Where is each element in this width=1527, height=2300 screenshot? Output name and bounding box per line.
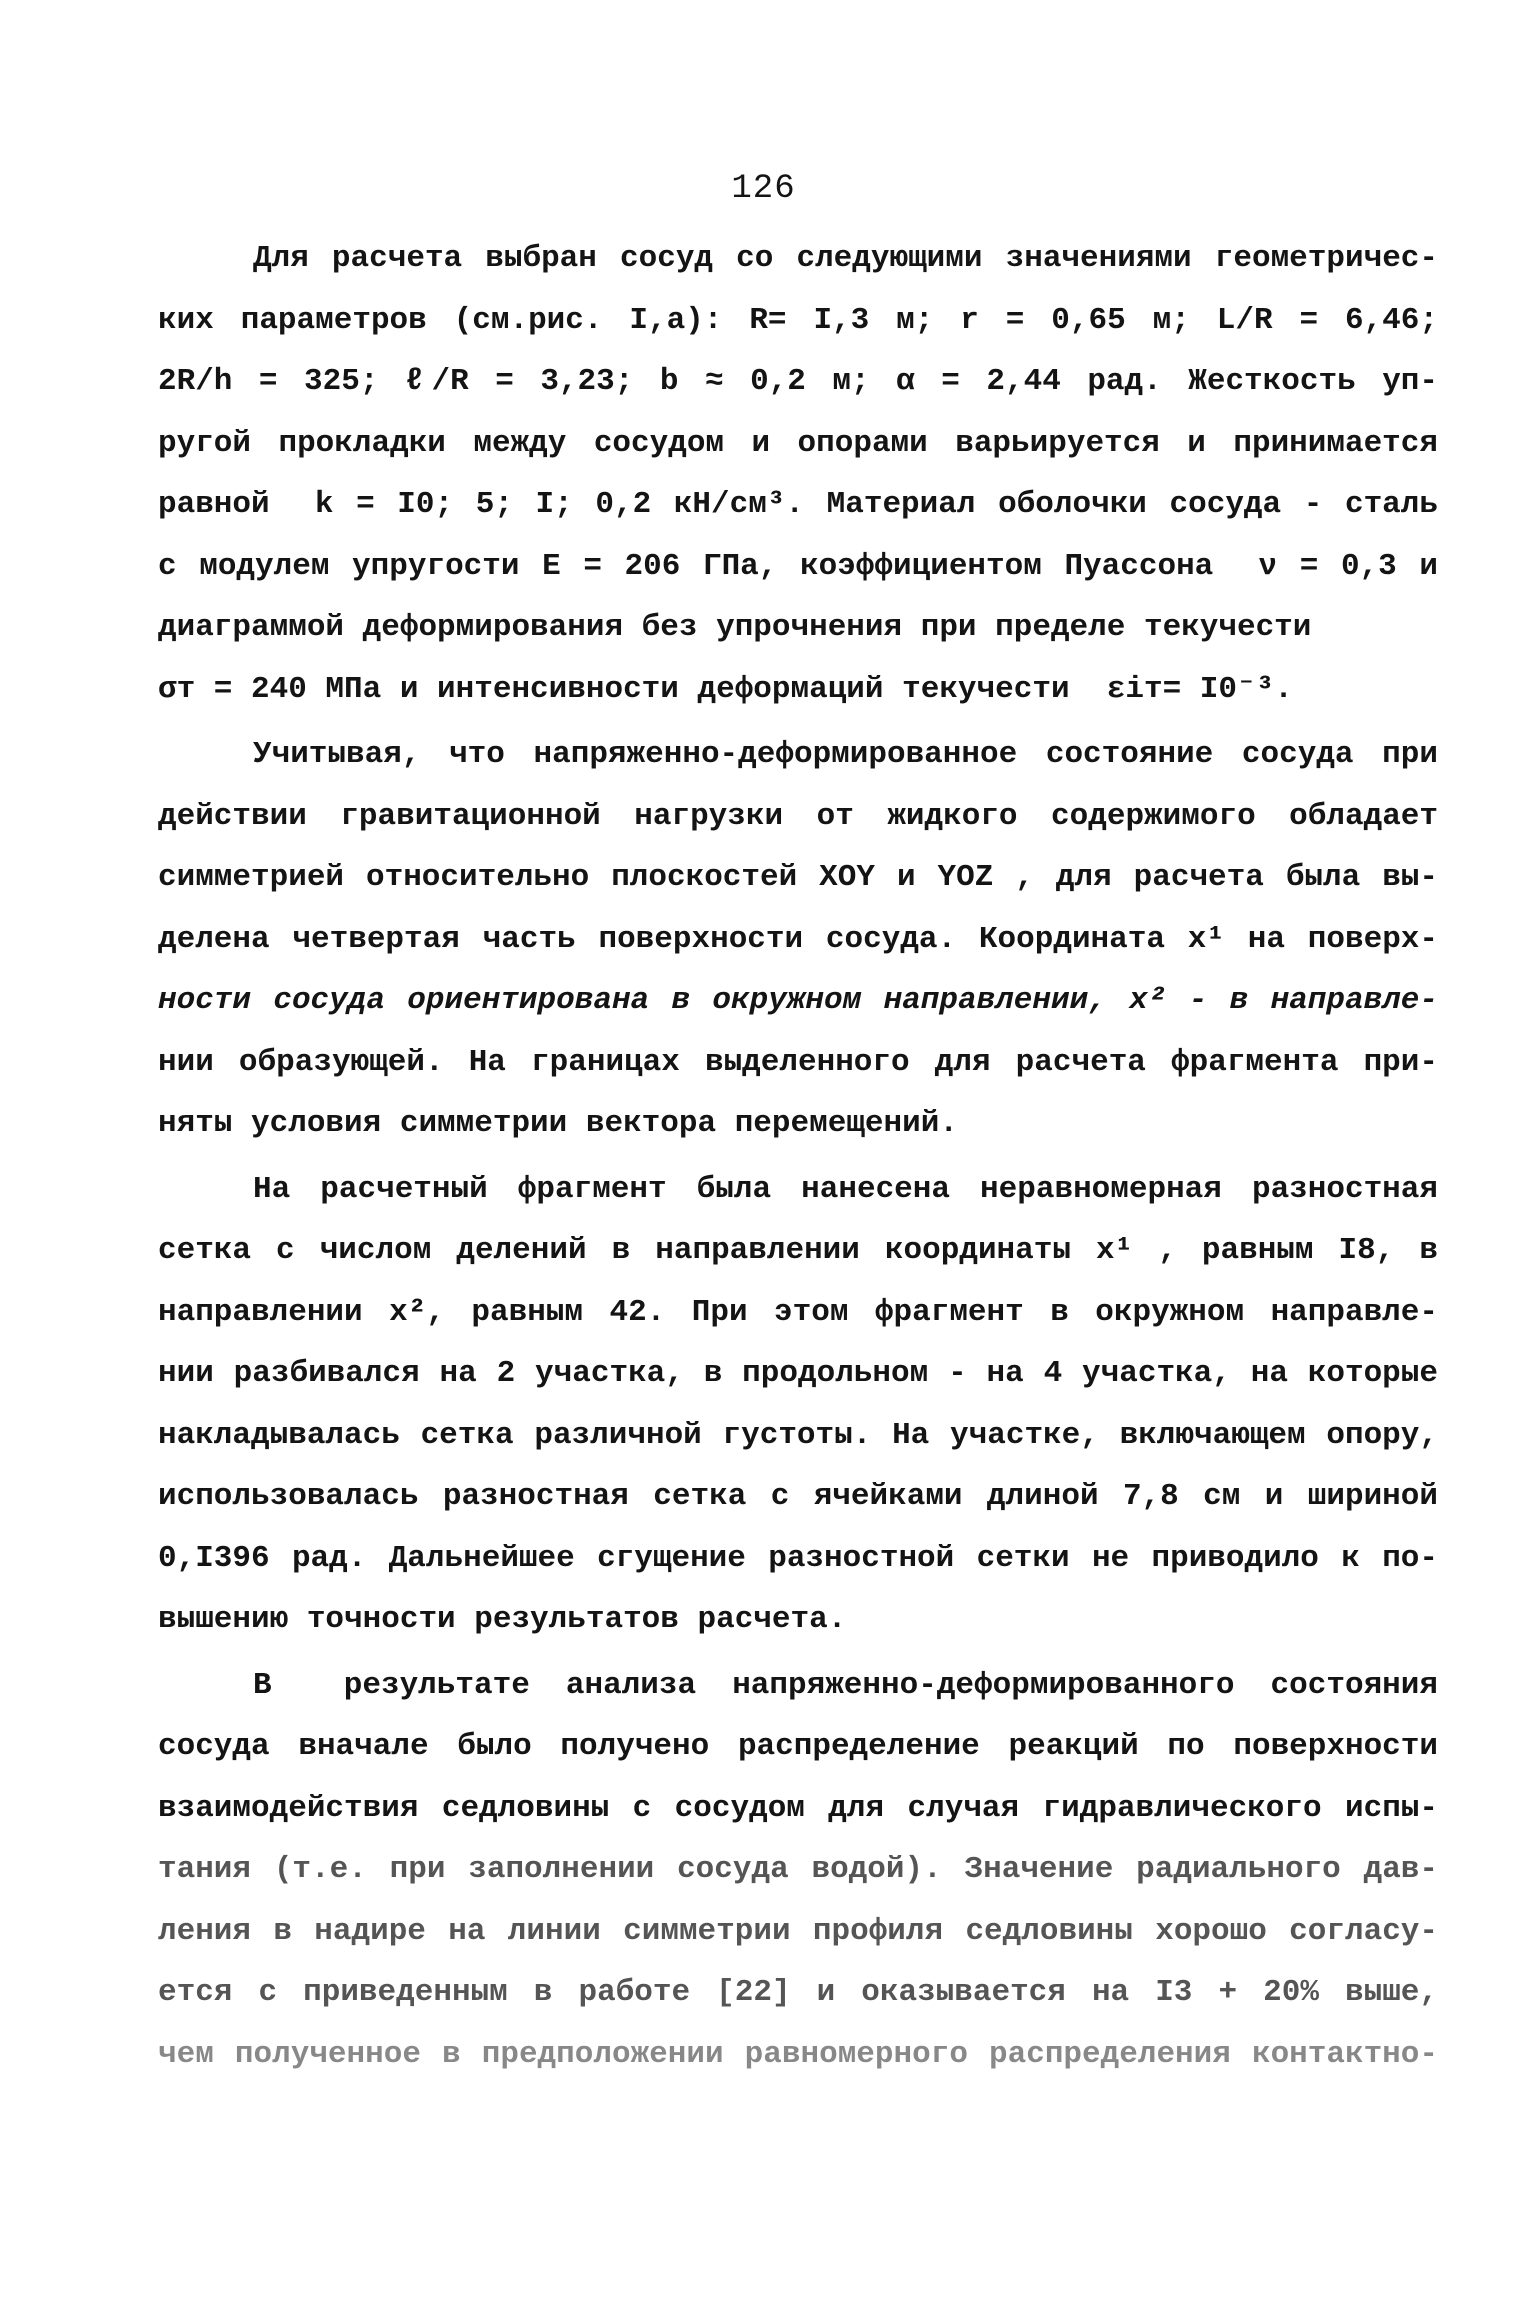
body-text bbox=[158, 228, 1438, 2085]
text-line: няты условия симметрии вектора перемещений. bbox=[158, 1106, 958, 1141]
text-line: Учитывая, что напряженно-деформированное состояние сосуда при bbox=[253, 737, 1438, 772]
text-line: ется с приведенным в работе [22] и оказывается на I3 + 20% выше, bbox=[158, 1975, 1438, 2010]
text-line: равной k = I0; 5; I; 0,2 кН/см³. Материал оболочки сосуда - сталь bbox=[158, 487, 1438, 522]
text-line: На расчетный фрагмент была нанесена неравномерная разностная bbox=[253, 1171, 1438, 1207]
text-line: нии образующей. На границах выделенного для расчета фрагмента при- bbox=[158, 1044, 1438, 1080]
text-line: направлении x², равным 42. При этом фрагмент в окружном направле- bbox=[158, 1294, 1438, 1330]
text-line: взаимодействия седловины с сосудом для случая гидравлического испы- bbox=[158, 1790, 1438, 1826]
text-line: 0,I396 рад. Дальнейшее сгущение разностной сетки не приводило к по- bbox=[158, 1540, 1438, 1576]
text-line: действии гравитационной нагрузки от жидкого содержимого обладает bbox=[158, 798, 1438, 834]
text-line: с модулем упругости E = 206 ГПа, коэффициентом Пуассона ν = 0,3 и bbox=[158, 548, 1438, 584]
text-line: ности сосуда ориентирована в окружном направлении, x² - в направле- bbox=[158, 983, 1438, 1018]
text-line: сосуда вначале было получено распределение реакций по поверхности bbox=[158, 1729, 1438, 1764]
text-line: ких параметров (см.рис. I,а): R= I,3 м; r = 0,65 м; L/R = 6,46; bbox=[158, 302, 1438, 338]
text-line: Для расчета выбран сосуд со следующими значениями геометричес- bbox=[253, 241, 1438, 276]
text-line: ругой прокладки между сосудом и опорами варьируется и принимается bbox=[158, 425, 1438, 461]
text-line: 2R/h = 325; ℓ/R = 3,23; b ≈ 0,2 м; α = 2,44 рад. Жесткость уп- bbox=[158, 364, 1438, 399]
text-line: диаграммой деформирования без упрочнения при пределе текучести bbox=[158, 610, 1312, 645]
text-line: σт = 240 МПа и интенсивности деформаций текучести εiт= I0⁻³. bbox=[158, 671, 1293, 707]
text-line: симметрией относительно плоскостей XOY и YOZ , для расчета была вы- bbox=[158, 860, 1438, 895]
text-line: ления в надире на линии симметрии профиля седловины хорошо согласу- bbox=[158, 1913, 1438, 1949]
text-line: В результате анализа напряженно-деформированного состояния bbox=[253, 1667, 1438, 1703]
text-line: тания (т.е. при заполнении сосуда водой). Значение радиального дав- bbox=[158, 1852, 1438, 1887]
text-line: использовалась разностная сетка с ячейками длиной 7,8 см и шириной bbox=[158, 1479, 1438, 1514]
text-line: нии разбивался на 2 участка, в продольном - на 4 участка, на которые bbox=[158, 1356, 1438, 1391]
page-number: 126 bbox=[731, 170, 796, 208]
text-line: вышению точности результатов расчета. bbox=[158, 1602, 847, 1637]
text-line: чем полученное в предположении равномерного распределения контактно- bbox=[158, 2036, 1438, 2072]
text-line: сетка с числом делений в направлении координаты x¹ , равным I8, в bbox=[158, 1233, 1438, 1268]
text-line: делена четвертая часть поверхности сосуда. Координата x¹ на поверх- bbox=[158, 921, 1438, 957]
text-line: накладывалась сетка различной густоты. На участке, включающем опору, bbox=[158, 1417, 1438, 1453]
